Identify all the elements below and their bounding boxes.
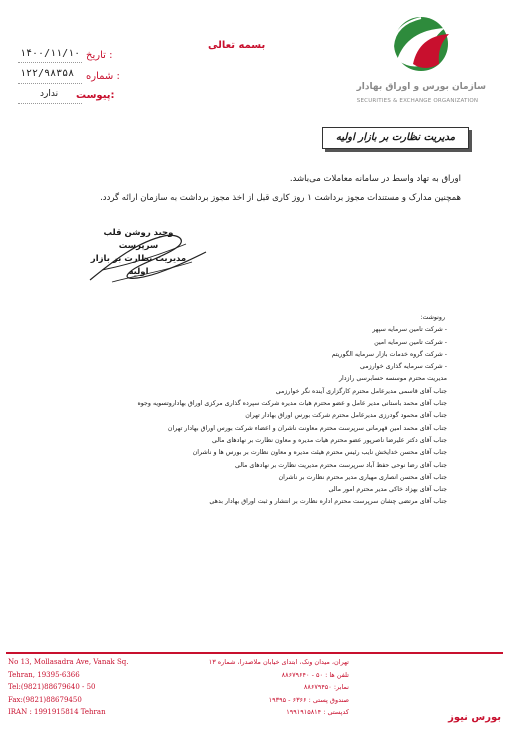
cc-item: جناب آقای مرتضی چشان سرپرست محترم اداره نظارت بر انتشار و ثبت اوراق بهادار بدهی <box>209 498 447 506</box>
cc-heading: رونوشت: <box>420 314 445 321</box>
body-line-1: اوراق به تهاد واسط در سامانه معاملات می‌باشد. <box>289 174 461 184</box>
department-title: مدیریت نظارت بر بازار اولیه <box>335 132 456 143</box>
footer-fa-line: تلفن ها : ۵۰ - ۸۸۶۷۹۶۴۰ <box>281 670 349 679</box>
footer-en-line: Fax:(9821)88679450 <box>8 695 82 704</box>
footer-fa-line: کدپستی : ۱۹۹۱۹۱۵۸۱۴ <box>286 708 349 716</box>
logo-name-en: SECURITIES & EXCHANGE ORGANIZATION <box>356 98 479 104</box>
footer-address-en <box>8 656 129 719</box>
footer-en-line: No 13, Mollasadra Ave, Vanak Sq. <box>8 658 129 666</box>
footer-address-fa <box>209 656 349 719</box>
cc-item: جناب آقای محسن خدایخش نایب رئیس محترم هیئت مدیره و معاون نظارت بر بورس ها و ناشران <box>192 449 447 457</box>
seo-emblem-icon <box>345 10 490 82</box>
cc-item: - شرکت تامین سرمایه سپهر <box>372 326 447 334</box>
cc-item: جناب آقای رضا نوحی حفظ آباد سرپرست محترم مدیریت نظارت بر نهادهای مالی <box>234 461 447 469</box>
besmeh: بسمه تعالی <box>208 40 266 51</box>
footer-en-line: Tel:(9821)88679640 - 50 <box>8 683 96 691</box>
footer-fa-line: تهران، میدان ونک، ابتدای خیابان ملاصدرا، شماره ۱۳ <box>208 658 349 666</box>
footer-en-line: Tehran, 19395-6366 <box>8 670 80 679</box>
cc-item: جناب آقای دکتر علیرضا ناصرپور عضو محترم هیات مدیره و معاون نظارت بر نهادهای مالی <box>212 436 447 444</box>
logo-name-fa: سازمان بورس و اوراق بهادار <box>356 82 486 92</box>
seo-logo <box>345 10 490 110</box>
number-label: شماره : <box>86 71 120 82</box>
cc-item: - شرکت تامین سرمایه امین <box>374 338 447 346</box>
handwritten-signature <box>82 222 212 292</box>
footer-fa-line: صندوق پستی : ۶۳۶۶ - ۱۹۳۹۵ <box>268 695 349 704</box>
cc-list <box>7 312 447 509</box>
cc-item: جناب آقای محمد امین قهرمانی سرپرست محترم معاونت ناشران و اعضاء شرکت بورس اوراق بهادار تهران <box>167 424 447 432</box>
cc-item: جناب آقای بهزاد خاکی مدیر محترم امور مالی <box>328 486 447 494</box>
footer-rule <box>6 652 503 654</box>
attachment-value: ندارد <box>40 89 59 99</box>
attachment-label: پیوست: <box>76 90 115 101</box>
cc-item: - شرکت گروه خدمات بازار سرمایه الگوریتم <box>331 350 447 358</box>
cc-item: جناب آقای محسن انصاری مهیاری مدیر محترم نظارت بر ناشران <box>278 473 447 481</box>
footer-en-line: IRAN : 1991915814 Tehran <box>8 708 106 716</box>
attachment-rule <box>18 103 82 104</box>
footer-fa-line: نمابر: ۸۸۶۷۹۴۵۰ <box>303 683 349 691</box>
date-rule <box>18 62 82 63</box>
number-value: ۱۲۲/۹۸۳۵۸ <box>20 68 75 79</box>
signer-name: وحید روشن قلب <box>103 228 174 238</box>
date-label: تاریخ : <box>86 50 113 61</box>
signer-role: سرپرست <box>118 241 159 251</box>
cc-item: جناب آقای محمود گودرزی مدیرعامل محترم شرکت بورس اوراق بهادار تهران <box>245 412 447 420</box>
body-line-2: همچنین مدارک و مستندات مجوز برداشت ۱ روز کاری قبل از اخذ مجوز برداشت به سازمان ارائه گردد. <box>100 193 461 203</box>
cc-item: مدیریت محترم موسسه حسابرسی رازدار <box>338 375 447 383</box>
date-value: ۱۴۰۰/۱۱/۱۰ <box>20 48 81 59</box>
signer-unit: مدیریت نظارت بر بازار اولیه <box>90 254 187 277</box>
bourse-news-watermark: بورس نیوز <box>448 712 501 723</box>
department-title-box <box>322 127 469 149</box>
cc-item: جناب آقای قاسمی مدیرعامل محترم کارگزاری آینده نگر خوارزمی <box>275 387 447 395</box>
cc-item: جناب آقای محمد باستانی مدیر عامل و عضو محترم هیات مدیره شرکت سپرده گذاری مرکزی اوراق بهاداروتسویه وجوه <box>137 400 447 408</box>
cc-item: - شرکت سرمایه گذاری خوارزمی <box>359 363 447 371</box>
number-rule <box>18 83 82 84</box>
